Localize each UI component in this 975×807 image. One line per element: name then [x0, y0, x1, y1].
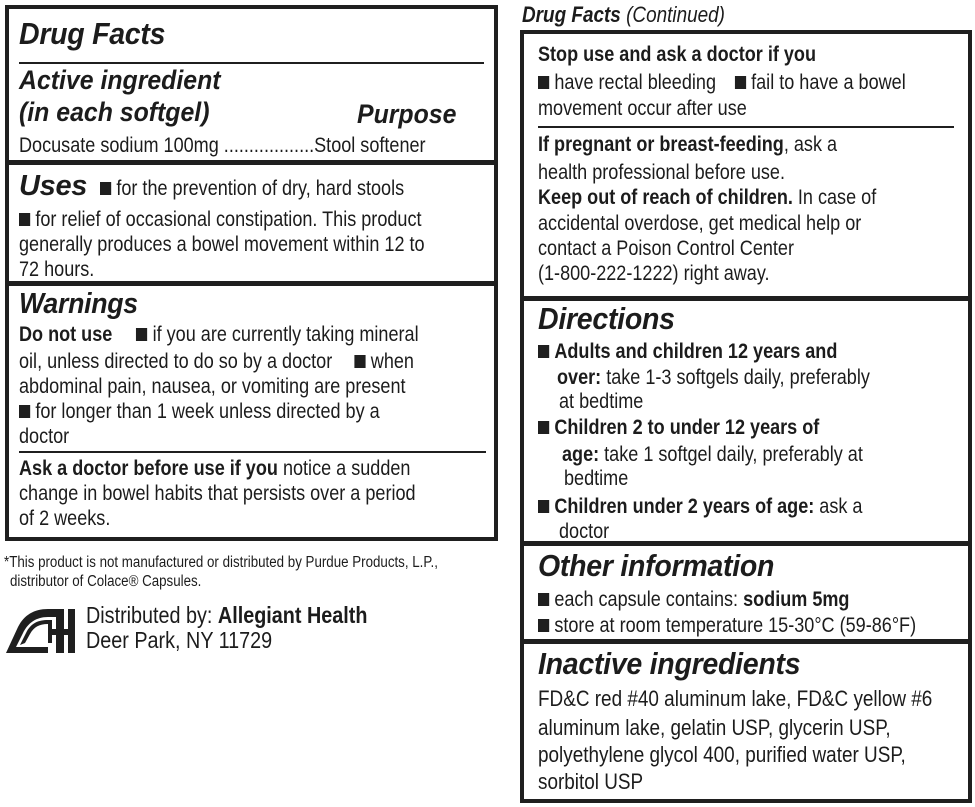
do-not-use-line-2: oil, unless directed to do so by a doctor when — [19, 350, 414, 373]
ask-doctor-label: Ask a doctor before use if you — [19, 457, 278, 480]
bullet-icon — [538, 76, 549, 89]
distributor-address: Deer Park, NY 11729 — [86, 627, 273, 653]
direction-item-2-line-1: Children 2 to under 12 years of — [538, 415, 819, 441]
ask-doctor-line-1: Ask a doctor before use if you notice a sudden — [19, 457, 411, 480]
bullet-icon — [19, 405, 30, 418]
drug-facts-right-panel — [520, 30, 972, 803]
stop-use-section — [524, 34, 968, 130]
do-not-use-line-1: Do not use if you are currently taking mineral — [19, 323, 419, 346]
uses-section — [9, 160, 494, 281]
direction-item-2-line-3: bedtime — [564, 467, 629, 490]
uses-line-3: generally produces a bowel movement within 12 to — [19, 233, 425, 256]
pregnant-label: If pregnant or breast-feeding — [538, 133, 784, 156]
active-ingredient-subheading: (in each softgel) — [19, 97, 210, 127]
inactive-line-2: aluminum lake, gelatin USP, glycerin USP, — [538, 715, 891, 740]
bullet-icon — [19, 213, 30, 226]
uses-heading: Uses — [19, 170, 88, 202]
drug-facts-left-panel — [5, 5, 498, 541]
warnings-heading: Warnings — [19, 288, 138, 320]
keep-out-label: Keep out of reach of children. — [538, 186, 793, 209]
ask-doctor-line-3: of 2 weeks. — [19, 507, 111, 530]
bullet-icon — [538, 345, 549, 358]
direction-item-1-line-2: over: take 1-3 softgels daily, preferably — [557, 366, 870, 389]
bullet-icon — [538, 500, 549, 513]
continued-header-label: (Continued) — [626, 2, 725, 27]
uses-line-1: Uses for the prevention of dry, hard stools — [19, 170, 404, 202]
inactive-ingredients-heading: Inactive ingredients — [538, 646, 801, 681]
keep-out-line-4: (1-800-222-1222) right away. — [538, 262, 770, 285]
ingredient-row — [19, 133, 426, 159]
title-divider — [19, 62, 484, 64]
ingredient-purpose: Stool softener — [314, 134, 426, 157]
active-ingredient-section — [9, 9, 494, 160]
purpose-heading: Purpose — [357, 99, 457, 129]
other-information-heading: Other information — [538, 548, 775, 583]
bullet-icon — [538, 421, 549, 434]
warnings-section — [9, 281, 494, 537]
direction-item-1-line-3: at bedtime — [559, 390, 644, 413]
stop-use-divider — [538, 126, 954, 128]
pregnancy-and-children-section — [524, 130, 968, 296]
bullet-icon — [354, 355, 365, 368]
active-ingredient-heading: Active ingredient — [19, 65, 221, 95]
inactive-ingredients-section — [524, 639, 968, 799]
direction-item-2-line-2: age: take 1 softgel daily, preferably at — [562, 443, 863, 466]
allegiant-health-logo-icon — [4, 605, 76, 655]
bullet-icon — [735, 76, 746, 89]
footnote — [4, 553, 438, 591]
do-not-use-line-3: abdominal pain, nausea, or vomiting are present — [19, 375, 406, 398]
stop-use-line-2: movement occur after use — [538, 97, 747, 120]
ingredient-leader: .................. — [223, 134, 315, 157]
distributor-line-1 — [86, 603, 367, 628]
pregnant-line-1: If pregnant or breast-feeding, ask a — [538, 133, 838, 156]
directions-heading: Directions — [538, 301, 675, 336]
inactive-line-3: polyethylene glycol 400, purified water USP, — [538, 742, 906, 767]
ingredient-name: Docusate sodium 100mg — [19, 134, 219, 157]
directions-section — [524, 296, 968, 541]
do-not-use-line-5: doctor — [19, 425, 70, 448]
bullet-icon — [538, 619, 549, 632]
inactive-line-4: sorbitol USP — [538, 769, 644, 794]
direction-item-3-line-2: doctor — [559, 520, 610, 543]
bullet-icon — [538, 593, 549, 606]
direction-item-3-line-1: Children under 2 years of age: ask a — [538, 494, 862, 520]
stop-use-heading: Stop use and ask a doctor if you — [538, 43, 816, 66]
stop-use-line-1: have rectal bleeding fail to have a bowel — [538, 70, 906, 96]
do-not-use-line-4: for longer than 1 week unless directed by a — [19, 399, 380, 425]
pregnant-line-2: health professional before use. — [538, 161, 785, 184]
keep-out-line-1: Keep out of reach of children. In case of — [538, 186, 877, 209]
distributor-label: Distributed by: — [86, 602, 213, 628]
panel-title: Drug Facts — [19, 16, 166, 51]
footnote-line-1: *This product is not manufactured or distributed by Purdue Products, L.P., — [4, 554, 438, 571]
uses-line-4: 72 hours. — [19, 258, 95, 281]
direction-item-1-line-1: Adults and children 12 years and — [538, 339, 837, 365]
do-not-use-label: Do not use — [19, 323, 113, 346]
distributor-name: Allegiant Health — [217, 602, 368, 628]
warnings-divider — [19, 451, 486, 453]
inactive-line-1: FD&C red #40 aluminum lake, FD&C yellow #6 — [538, 686, 933, 711]
ask-doctor-line-2: change in bowel habits that persists over a period — [19, 482, 416, 505]
other-info-item-1: each capsule contains: sodium 5mg — [538, 587, 849, 613]
bullet-icon — [136, 328, 147, 341]
bullet-icon — [100, 182, 111, 195]
keep-out-line-3: contact a Poison Control Center — [538, 237, 794, 260]
other-info-item-2: store at room temperature 15-30°C (59-86°F) — [538, 613, 916, 639]
keep-out-line-2: accidental overdose, get medical help or — [538, 212, 862, 235]
continued-header — [522, 2, 725, 28]
continued-header-title: Drug Facts — [522, 2, 621, 27]
uses-line-2: for relief of occasional constipation. This product — [19, 207, 422, 233]
other-information-section — [524, 541, 968, 639]
distributor-text — [86, 603, 367, 653]
footnote-line-2: distributor of Colace® Capsules. — [10, 573, 202, 590]
